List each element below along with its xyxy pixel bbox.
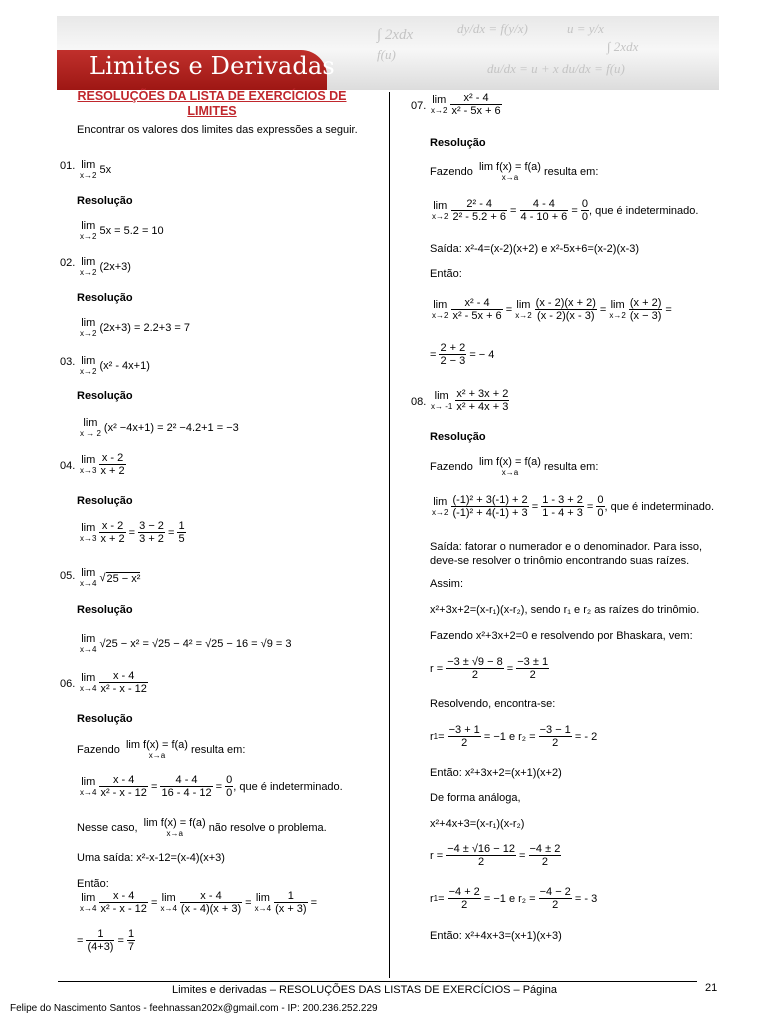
bhaskara-formula: r = $\frac{-3 \pm √9 - 8}{2}$ = $\frac{-3 \pm 1}{2}$	[430, 656, 549, 681]
footer-divider	[58, 981, 697, 982]
watermark-text: u = y/x	[567, 21, 604, 36]
resolution-label: Resolução	[77, 390, 133, 402]
resolution-expression: lim x→4 $\frac{x - 4}{\text{x² - x - 12}}$ = lim x→4 $\frac{x - 4}{(x - 4)(x + 3)}$ = lim x→4 $\frac{1}{(x + 3)}$ =	[80, 890, 318, 915]
banner-formula-watermark	[377, 16, 717, 90]
exercise-expression: lim x→4 $\frac{x - 4}{\text{x² - x - 12}}$	[80, 670, 147, 695]
fazendo-line: Fazendo lim f(x) = f(a) x→a resulta em:	[77, 739, 246, 760]
bhaskara-text: Fazendo x²+3x+2=0 e resolvendo por Bhaskara, vem:	[430, 630, 693, 642]
resolution-expression: lim x→2 $\frac{\text{x² - 4}}{\text{x² - 5x + 6}}$ = lim x→2 $\frac{(x - 2)(x + 2)}{(x - 2)(x - 3)}$ = lim x→2 $\frac{(x + 2)}{(x - 3)}$ =	[432, 297, 672, 322]
resolution-label: Resolução	[77, 195, 133, 207]
resolution-expression: lim x→4 $\frac{x - 4}{\text{x² - x - 12}}$ = $\frac{4 - 4}{16 - 4 - 12}$ = $\frac{0}{0}$ , que é indeterminado.	[80, 774, 343, 799]
banner-title: Limites e Derivadas	[89, 52, 335, 80]
page-title: RESOLUÇÕES DA LISTA DE EXERCÍCIOS DE LIMITES	[77, 89, 347, 118]
page-number: 21	[705, 982, 718, 994]
watermark-text: ∫ 2xdx	[377, 27, 414, 43]
resolution-label: Resolução	[77, 292, 133, 304]
resolution-expression: lim x→4 √25 − x² = √25 − 4² = √25 − 16 = √9 = 3	[80, 633, 292, 654]
resolution-label: Resolução	[77, 604, 133, 616]
exercise-expression: lim x→2 (x² - 4x+1)	[80, 355, 150, 376]
resolution-expression: lim x→2 $\frac{\text{(-1)² + 3(-1) + 2}}{\text{(-1)² + 4(-1) + 3}}$ = $\frac{1 - 3 + 2}{1 - 4 + 3}$ = $\frac{0}{0}$ , que é indeterminado.	[432, 494, 714, 519]
resolution-label: Resolução	[77, 495, 133, 507]
fazendo-line: Fazendo lim f(x) = f(a) x→a resulta em:	[430, 456, 599, 477]
exercise-number: 01.	[60, 160, 76, 172]
watermark-text: f(u)	[377, 47, 396, 62]
fazendo-line: Fazendo lim f(x) = f(a) x→a resulta em:	[430, 161, 599, 182]
trinomio-text: x²+3x+2=(x-r₁)(x-r₂), sendo r₁ e r₂ as raízes do trinômio.	[430, 604, 700, 616]
resolution-label: Resolução	[77, 713, 133, 725]
exercise-number: 06.	[60, 678, 76, 690]
entao-text: Então:	[77, 878, 109, 890]
exercise-number: 02.	[60, 257, 76, 269]
resolution-expression: lim x→2 5x = 5.2 = 10	[80, 220, 164, 241]
exercise-number: 04.	[60, 460, 76, 472]
entao-text: Então: x²+4x+3=(x+1)(x+3)	[430, 930, 562, 942]
resolvendo-text: Resolvendo, encontra-se:	[430, 698, 556, 710]
exercise-number: 05.	[60, 570, 76, 582]
forma-text: De forma análoga,	[430, 792, 521, 804]
exercise-number: 07.	[411, 100, 427, 112]
saida-text: Saída: x²-4=(x-2)(x+2) e x²-5x+6=(x-2)(x-3)	[430, 243, 640, 255]
entao-text: Então: x²+3x+2=(x+1)(x+2)	[430, 767, 562, 779]
intro-text: Encontrar os valores dos limites das expressões a seguir.	[77, 124, 358, 136]
bhaskara-formula: r = $\frac{-4 \pm √16 - 12}{2}$ = $\frac{-4 \pm 2}{2}$	[430, 843, 561, 868]
exercise-expression: lim x→2 5x	[80, 159, 112, 180]
trinomio-text: x²+4x+3=(x-r₁)(x-r₂)	[430, 818, 525, 830]
exercise-number: 08.	[411, 396, 427, 408]
column-divider	[389, 92, 390, 978]
watermark-text: ∫ 2xdx	[607, 39, 639, 54]
saida-text: Uma saída: x²-x-12=(x-4)(x+3)	[77, 852, 225, 864]
watermark-text: du/dx = u + x du/dx = f(u)	[487, 61, 625, 76]
saida-text: Saída: fatorar o numerador e o denominador. Para isso,	[430, 541, 703, 553]
resolution-expression: lim x → 2 (x² −4x+1) = 2² −4.2+1 = −3	[80, 417, 239, 438]
resolution-final: = $\frac{2 + 2}{2 - 3}$ = − 4	[430, 342, 495, 367]
roots-formula: r 1 = $\frac{-3 + 1}{2}$ = −1 e r₂ = $\frac{-3 - 1}{2}$ = - 2	[430, 724, 598, 749]
exercise-expression: lim x→ -1 $\frac{\text{x² + 3x + 2}}{\text{x² + 4x + 3}}$	[431, 388, 509, 413]
exercise-expression: lim x→3 $\frac{x - 2}{x + 2}$	[80, 452, 125, 477]
watermark-text: dy/dx = f(y/x)	[457, 21, 528, 36]
author-watermark: Felipe do Nascimento Santos - feehnassan202x@gmail.com - IP: 200.236.252.229	[10, 1003, 378, 1014]
resolution-final: = $\frac{1}{(4+3)}$ = $\frac{1}{7}$	[77, 928, 135, 953]
resolution-expression: lim x→2 $\frac{\text{2² - 4}}{\text{2² - 5.2 + 6}}$ = $\frac{4 - 4}{4 - 10 + 6}$ = $\frac{0}{0}$ , que é indeterminado.	[432, 198, 699, 223]
resolution-expression: lim x→3 $\frac{x - 2}{x + 2}$ = $\frac{3 - 2}{3 + 2}$ = $\frac{1}{5}$	[80, 520, 185, 545]
assim-text: Assim:	[430, 578, 463, 590]
exercise-expression: lim x→4 √ 25 − x²	[80, 567, 141, 588]
exercise-number: 03.	[60, 356, 76, 368]
entao-text: Então:	[430, 268, 462, 280]
saida-text: deve-se resolver o trinômio encontrando suas raízes.	[430, 555, 690, 567]
footer-text: Limites e derivadas – RESOLUÇÕES DAS LISTAS DE EXERCÍCIOS – Página	[172, 984, 557, 996]
roots-formula: r 1 = $\frac{-4 + 2}{2}$ = −1 e r₂ = $\frac{-4 - 2}{2}$ = - 3	[430, 886, 598, 911]
resolution-label: Resolução	[430, 431, 486, 443]
resolution-label: Resolução	[430, 137, 486, 149]
resolution-expression: lim x→2 (2x+3) = 2.2+3 = 7	[80, 317, 190, 338]
exercise-expression: lim x→2 $\frac{\text{x² - 4}}{\text{x² - 5x + 6}}$	[431, 92, 501, 117]
nesse-line: Nesse caso, lim f(x) = f(a) x→a não resolve o problema.	[77, 817, 327, 838]
exercise-expression: lim x→2 (2x+3)	[80, 256, 131, 277]
